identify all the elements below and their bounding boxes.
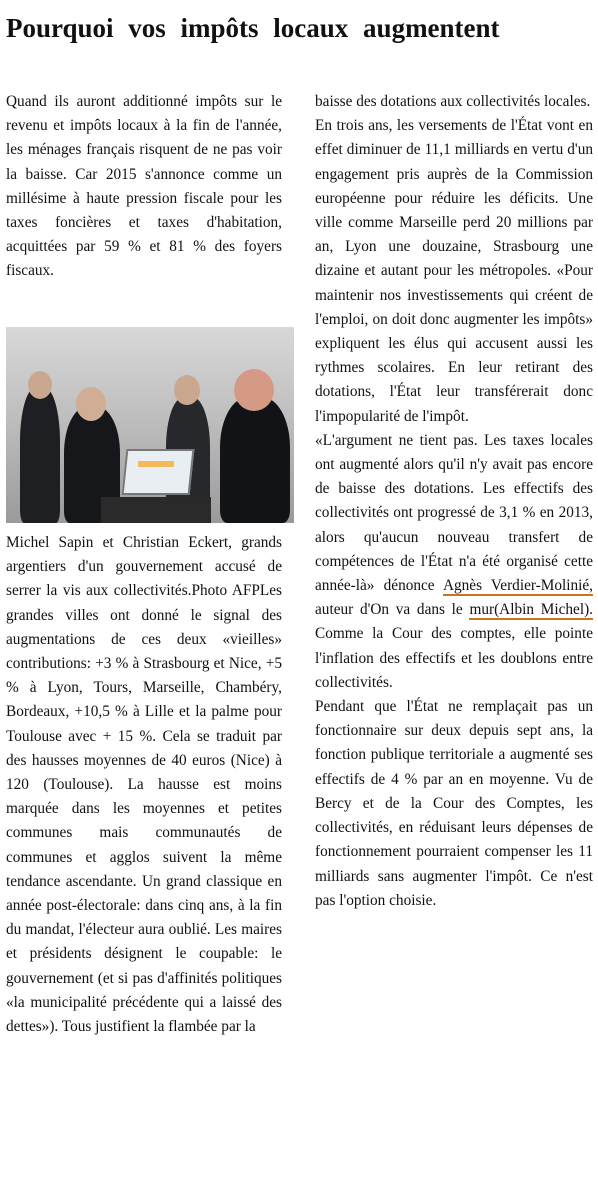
caption-and-body-column <box>6 531 282 1039</box>
author-name: Agnès Verdier-Molinié, <box>442 577 593 595</box>
intro-column <box>6 90 282 284</box>
right-paragraph-1: baisse des dotations aux collectivités locales. <box>315 93 591 110</box>
right-paragraph-3 <box>315 429 593 695</box>
right-paragraph-2: En trois ans, les versements de l'État vont en effet diminuer de 11,1 milliards en vertu d'un engagement pris auprès de la Commission européenne pour réduire les déficits. Une ville comme Marseille perd 20 millions par an, Lyon une douzaine, Strasbourg une dizaine et autant pour les métropoles. «Pour maintenir nos investissements qui créent de l'emploi, on doit donc augmenter les impôts» expliquent les élus qui accusent aussi les rythmes scolaires. En leur retirant des dotations, l'État leur transférerait donc l'impopularité de l'impôt. <box>315 117 593 425</box>
right-paragraph-4: Pendant que l'État ne remplaçait pas un fonctionnaire sur deux depuis sept ans, la fonction publique territoriale a augmenté ses effectifs de 4 % par an en moyenne. Vu de Bercy et de la Cour des Comptes, les collectivités, en réduisant leurs dépenses de fonctionnement pourraient compenser les 11 milliards sans augmenter l'impôt. Ce n'est pas l'option choisie. <box>315 698 593 909</box>
right-column <box>315 90 593 913</box>
article-headline: Pourquoi vos impôts locaux augmentent <box>6 13 500 43</box>
quote-text: «L'argument ne tient pas. Les taxes locales ont augmenté alors qu'il n'y avait pas encore de baisse des dotations. Les effectifs des collectivités ont progressé de 3,1 % en 2013, alors qu'aucun nouveau transfert de compétences de l'État n'a été organisé cette année-là» dénonce <box>315 431 593 595</box>
book-title: mur(Albin Michel). <box>469 601 593 619</box>
caption-and-body-paragraph: Michel Sapin et Christian Eckert, grands argentiers d'un gouvernement accusé de serrer la vis aux collectivités.Photo AFPLes grandes villes ont donné le signal des augmentations de ces deux «vieilles» contributions: +3 % à Strasbourg et Nice, +5 % à Lyon, Tours, Marseille, Chambéry, Bordeaux, +10,5 % à Lille et la palme pour Toulouse avec + 15 %. Cela se traduit par des hausses moyennes de 40 euros (Nice) à 120 (Toulouse). La hausse est moins marquée dans les moyennes et petites communes mais communautés de communes et agglos suivent la même tendance ascendante. Un grand classique en année post-électorale: dans cinq ans, à la fin du mandat, l'électeur aura oublié. Les maires et présidents désignent le coupable: le gouvernement (et si pas d'affinités politiques «la municipalité précédente qui a laissé des dettes»). Tous justifient la flambée par la <box>6 534 282 1036</box>
intro-paragraph: Quand ils auront additionné impôts sur le revenu et impôts locaux à la fin de l'année, les ménages français risquent de ne pas voir la baisse. Car 2015 s'annonce comme un millésime à haute pression fiscale pour les taxes foncières et taxes d'habitation, acquittées par 59 % et 81 % des foyers fiscaux. <box>6 93 282 280</box>
article-photo <box>6 327 294 523</box>
comparison-text: Comme la Cour des comptes, elle pointe l'inflation des effectifs et les doublons entre collectivités. <box>315 625 593 691</box>
author-text: auteur d'On va dans le <box>315 601 470 619</box>
